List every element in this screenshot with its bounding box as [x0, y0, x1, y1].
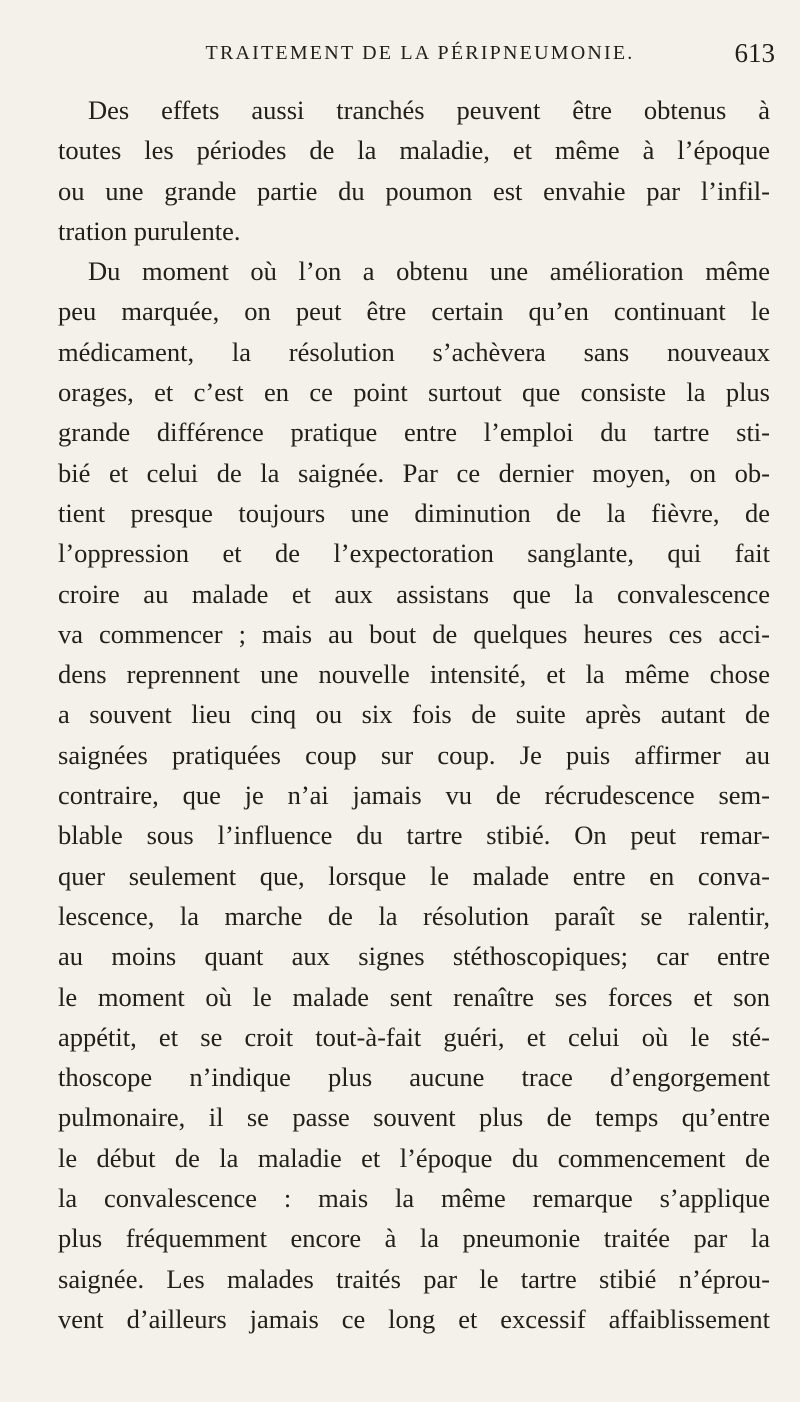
text-line: Du moment où l’on a obtenu une amélioration même [88, 256, 770, 287]
text-line: blable sous l’influence du tartre stibié. On peut remar- [58, 820, 770, 851]
text-line: Des effets aussi tranchés peuvent être obtenus à [88, 95, 770, 125]
text-line: thoscope n’indique plus aucune trace d’engorgement [58, 1062, 770, 1093]
body-text [58, 90, 770, 1339]
text-line: dens reprennent une nouvelle intensité, et la même chose [58, 659, 770, 690]
text-line: contraire, que je n’ai jamais vu de récrudescence sem- [58, 780, 770, 811]
page-number: 613 [734, 38, 775, 68]
text-line: quer seulement que, lorsque le malade entre en conva- [58, 860, 770, 891]
text-line: appétit, et se croit tout-à-fait guéri, et celui où le sté- [58, 1021, 770, 1052]
text-line: tient presque toujours une diminution de la fièvre, de [58, 497, 770, 528]
text-line: peu marquée, on peut être certain qu’en continuant le [58, 296, 770, 327]
text-line: grande différence pratique entre l’emploi du tartre sti- [58, 417, 770, 448]
text-line: la convalescence : mais la même remarque s’applique [58, 1183, 770, 1214]
text-line: a souvent lieu cinq ou six fois de suite après autant de [58, 699, 770, 730]
text-line: pulmonaire, il se passe souvent plus de temps qu’entre [58, 1102, 770, 1133]
text-line: plus fréquemment encore à la pneumonie traitée par la [58, 1223, 770, 1254]
text-line: croire au malade et aux assistans que la convalescence [58, 578, 770, 609]
text-line: va commencer ; mais au bout de quelques heures ces acci- [58, 618, 770, 649]
running-head-title: TRAITEMENT DE LA PÉRIPNEUMONIE. [205, 42, 635, 64]
text-line: le moment où le malade sent renaître ses forces et son [58, 981, 770, 1012]
text-line: au moins quant aux signes stéthoscopiques; car entre [58, 941, 770, 972]
text-line: bié et celui de la saignée. Par ce dernier moyen, on ob- [58, 457, 770, 488]
text-line: saignée. Les malades traités par le tartre stibié n’éprou- [58, 1263, 770, 1294]
text-line: ou une grande partie du poumon est envahie par l’infil- [58, 175, 770, 206]
text-line: médicament, la résolution s’achèvera sans nouveaux [58, 336, 770, 367]
text-line: vent d’ailleurs jamais ce long et excessif affaiblissement [58, 1303, 770, 1334]
text-line: l’oppression et de l’expectoration sanglante, qui fait [58, 538, 770, 569]
text-line: le début de la maladie et l’époque du commencement de [58, 1142, 770, 1173]
text-line: saignées pratiquées coup sur coup. Je puis affirmer au [58, 739, 770, 770]
text-line: tration purulente. [58, 215, 241, 246]
text-line: lescence, la marche de la résolution paraît se ralentir, [58, 900, 770, 931]
running-head [125, 38, 785, 78]
text-line: orages, et c’est en ce point surtout que consiste la plus [58, 377, 770, 408]
text-line: toutes les périodes de la maladie, et même à l’époque [58, 135, 770, 166]
